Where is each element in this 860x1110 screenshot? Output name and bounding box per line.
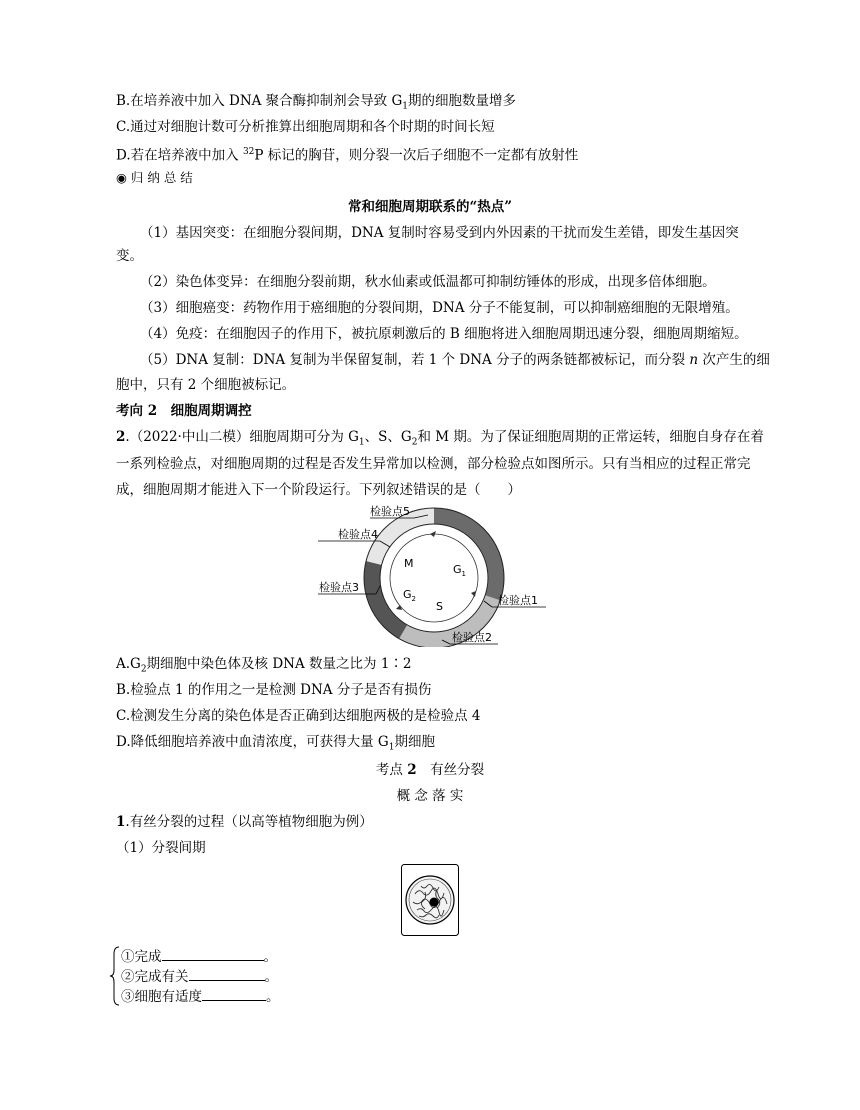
fill-3-blank[interactable] [202, 986, 266, 1001]
question-2-line3: 成，细胞周期才能进入下一个阶段运行。下列叙述错误的是（ ） [116, 482, 521, 498]
point-4: （4）免疫：在细胞因子的作用下，被抗原刺激后的 B 细胞将进入细胞周期迅速分裂，细胞周期缩短。 [140, 326, 748, 342]
phase-g2-label: $G_2$ [403, 588, 416, 603]
option-c: C.检测发生分离的染色体是否正确到达细胞两极的是检验点 4 [116, 708, 481, 724]
phase-m-label: M [404, 557, 414, 570]
option-d-prev: D.若在培养液中加入 $^{32}$P 标记的胸苷，则分裂一次后子细胞不一定都有放射性 [116, 147, 579, 164]
option-c-prev: C.通过对细胞计数可分析推算出细胞周期和各个时期的时间长短 [116, 119, 495, 135]
fill-3: ③细胞有适度 。 [121, 986, 280, 1007]
phase-s-label: S [436, 600, 443, 613]
option-d: D.降低细胞培养液中血清浓度，可获得大量 $G_1$期细胞 [116, 734, 435, 753]
phase-g1-label: $G_1$ [453, 563, 466, 578]
point-1b: 变。 [116, 248, 143, 264]
option-b: B.检验点 1 的作用之一是检测 DNA 分子是否有损伤 [116, 682, 432, 698]
checkpoint-3-label: 检验点3 [319, 581, 359, 594]
option-b-prev: B.在培养液中加入 DNA 聚合酶抑制剂会导致 $G_1$期的细胞数量增多 [116, 93, 516, 112]
section-title: 考点 2 有丝分裂 [375, 762, 485, 778]
point-5b: 胞中，只有 2 个细胞被标记。 [116, 377, 296, 393]
fill-2: ②完成有关 。 [121, 966, 278, 987]
concept-title: 概 念 落 实 [396, 788, 464, 804]
checkpoint-4-label: 检验点4 [338, 528, 378, 541]
point-2: （2）染色体变异：在细胞分裂前期，秋水仙素或低温都可抑制纺锤体的形成，出现多倍体细胞。 [140, 274, 716, 290]
interphase-cell-image [401, 864, 459, 936]
direction-2: 考向 2 细胞周期调控 [116, 403, 252, 419]
question-2-line2: 一系列检验点，对细胞周期的过程是否发生异常加以检测，部分检验点如图所示。只有当相应的过程正常完 [116, 456, 751, 472]
fill-2-blank[interactable] [189, 966, 265, 981]
checkpoint-1-label: 检验点1 [498, 594, 538, 607]
item-1: 1.有丝分裂的过程（以高等植物细胞为例） [116, 814, 373, 830]
point-5a: （5）DNA 复制：DNA 复制为半保留复制，若 1 个 DNA 分子的两条链都被标记，而分裂 n 次产生的细 [140, 352, 770, 368]
interphase-heading: （1）分裂间期 [116, 840, 206, 856]
summary-title: 常和细胞周期联系的“热点” [347, 199, 513, 215]
brace [110, 946, 120, 1006]
option-a: $A.G_2$期细胞中染色体及核 DNA 数量之比为 1∶2 [116, 656, 412, 675]
summary-tag: ◉ 归 纳 总 结 [116, 170, 193, 185]
checkpoint-2-label: 检验点2 [452, 631, 492, 644]
question-2-line1: 2.（2022·中山二模）细胞周期可分为 $G_1$、S、$G_2$和 M 期。为了保证细胞周期的正常运转，细胞自身存在着 [116, 429, 764, 448]
fill-1-blank[interactable] [162, 946, 264, 961]
point-3: （3）细胞癌变：药物作用于癌细胞的分裂间期，DNA 分子不能复制，可以抑制癌细胞的无限增殖。 [140, 300, 739, 316]
cell-cycle-diagram [318, 503, 558, 647]
checkpoint-5-label: 检验点5 [370, 505, 410, 518]
point-1a: （1）基因突变：在细胞分裂间期，DNA 复制时容易受到内外因素的干扰而发生差错，即发生基因突 [140, 225, 739, 241]
fill-1: ①完成 。 [121, 946, 277, 967]
